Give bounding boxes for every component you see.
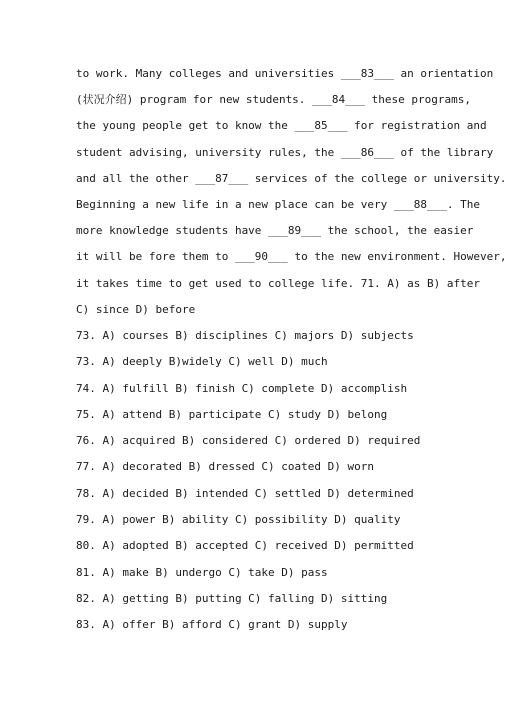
answer-options-list	[76, 328, 436, 644]
answer-option-item: 78. A) decided B) intended C) settled D) determined	[76, 486, 414, 500]
answer-option-item: 79. A) power B) ability C) possibility D) quality	[76, 513, 401, 527]
passage-line: (状况介绍) program for new students. ___84___ these programs,	[76, 93, 471, 107]
answer-option-item: 80. A) adopted B) accepted C) received D) permitted	[76, 539, 414, 553]
passage-line: Beginning a new life in a new place can be very ___88___. The	[76, 197, 480, 211]
answer-option-item: 77. A) decorated B) dressed C) coated D) worn	[76, 460, 375, 474]
answer-option-item: 83. A) offer B) afford C) grant D) supply	[76, 618, 348, 632]
passage-line: it takes time to get used to college life. 71. A) as B) after	[76, 276, 480, 290]
passage-line: and all the other ___87___ services of the college or university.	[76, 171, 506, 185]
passage-line: more knowledge students have ___89___ the school, the easier	[76, 224, 474, 238]
answer-option-item: 74. A) fulfill B) finish C) complete D) accomplish	[76, 381, 408, 395]
answer-option-item: 81. A) make B) undergo C) take D) pass	[76, 565, 328, 579]
passage-line: student advising, university rules, the ___86___ of the library	[76, 145, 494, 159]
answer-option-item: 73. A) deeply B)widely C) well D) much	[76, 355, 328, 369]
passage-line: it will be fore them to ___90___ to the new environment. However,	[76, 250, 506, 264]
answer-option-item: 75. A) attend B) participate C) study D) belong	[76, 407, 388, 421]
answer-option-item: 82. A) getting B) putting C) falling D) sitting	[76, 591, 388, 605]
passage-line: C) since D) before	[76, 302, 196, 316]
answer-option-item: 73. A) courses B) disciplines C) majors D) subjects	[76, 329, 414, 342]
answer-option-item: 76. A) acquired B) considered C) ordered D) required	[76, 434, 421, 448]
cloze-passage	[76, 66, 506, 328]
passage-line: to work. Many colleges and universities ___83___ an orientation	[76, 67, 494, 80]
passage-line: the young people get to know the ___85___ for registration and	[76, 119, 487, 133]
